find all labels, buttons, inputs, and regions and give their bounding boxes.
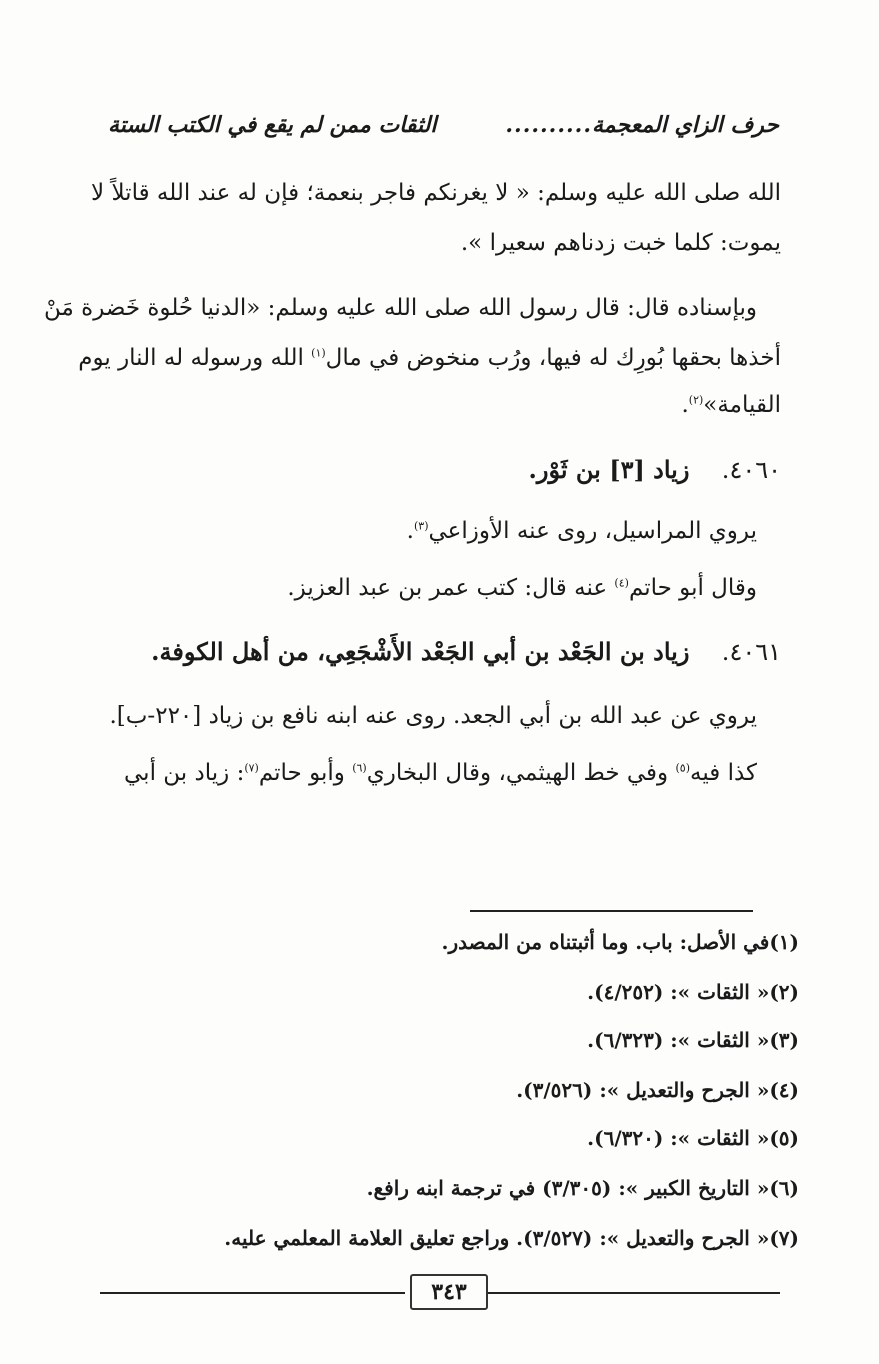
footnote-marker: (٧) <box>244 761 259 775</box>
entry-text: وفي خط الهيثمي، وقال البخاري <box>366 760 669 786</box>
paragraph-text: الله ورسوله له النار يوم <box>78 345 304 371</box>
header-book-title: الثقات ممن لم يقع في الكتب الستة <box>108 112 437 138</box>
entry-text: كذا فيه <box>690 760 757 786</box>
entry-text: وقال أبو حاتم <box>628 575 757 601</box>
bottom-rule-right <box>488 1292 780 1294</box>
entry-heading <box>100 637 781 666</box>
footnote: (٤)« الجرح والتعديل »: (٣/٥٢٦). <box>516 1078 799 1102</box>
footnote: (٥)« الثقات »: (٦/٣٢٠). <box>587 1126 799 1150</box>
entry-line <box>100 575 757 601</box>
entry-line <box>100 760 757 786</box>
paragraph-text: القيامة» <box>703 392 781 418</box>
footnote-marker: (٢) <box>688 393 704 407</box>
entry-title: زياد [٣] بن ثَوْر. <box>528 455 690 484</box>
paragraph-line: يموت: كلما خبت زدناهم سعيرا ». <box>460 230 781 256</box>
entry-heading <box>100 455 781 484</box>
paragraph-text: أخذها بحقها بُورِك له فيها، ورُب منخوض في مال <box>325 345 781 371</box>
footnote: (٣)« الثقات »: (٦/٣٢٣). <box>587 1028 799 1052</box>
footnote-separator <box>470 910 753 912</box>
entry-number: ٤٠٦٠. <box>721 456 781 484</box>
paragraph-line: الله صلى الله عليه وسلم: « لا يغرنكم فاجر بنعمة؛ فإن له عند الله قاتلاً لا <box>91 180 781 206</box>
header-section-title: حرف الزاي المعجمة <box>591 112 779 138</box>
footnote: (٢)« الثقات »: (٤/٢٥٢). <box>587 980 799 1004</box>
page-number: ٣٤٣ <box>410 1274 488 1310</box>
entry-text: عنه قال: كتب عمر بن عبد العزيز. <box>287 575 608 601</box>
paragraph-line: وبإسناده قال: قال رسول الله صلى الله عليه وسلم: «الدنيا حُلوة خَضرة مَنْ <box>44 295 757 321</box>
entry-line: يروي المراسيل، روى عنه الأوزاعي$^{(٣)}$. <box>406 518 757 544</box>
footnote-marker: (٥) <box>675 761 690 775</box>
footnote-marker: (٣) <box>413 519 429 533</box>
header-dots: .......... <box>505 112 592 138</box>
footnote-marker: (٦) <box>352 761 367 775</box>
paragraph-line: القيامة»$^{(٢)}$. <box>681 392 781 418</box>
paragraph-line <box>78 345 781 371</box>
footnote: (١)في الأصل: باب. وما أثبتناه من المصدر. <box>441 930 799 954</box>
running-header <box>108 112 779 138</box>
footnote: (٧)« الجرح والتعديل »: (٣/٥٢٧). وراجع تعليق العلامة المعلمي عليه. <box>224 1226 799 1250</box>
footnote-marker: (١) <box>311 346 326 360</box>
entry-text: وأبو حاتم <box>258 760 345 786</box>
entry-number: ٤٠٦١. <box>721 638 781 666</box>
entry-text: يروي المراسيل، روى عنه الأوزاعي <box>428 518 757 544</box>
footnote-marker: (٤) <box>614 576 629 590</box>
footnote: (٦)« التاريخ الكبير »: (٣/٣٠٥) في ترجمة ابنه رافع. <box>366 1176 799 1200</box>
entry-title: زياد بن الجَعْد بن أبي الجَعْد الأَشْجَعِي، من أهل الكوفة. <box>151 637 690 666</box>
entry-text: : زياد بن أبي <box>124 760 245 786</box>
bottom-rule-left <box>100 1292 405 1294</box>
entry-line: يروي عن عبد الله بن أبي الجعد. روى عنه ابنه نافع بن زياد [٢٢٠-ب]. <box>109 703 757 729</box>
